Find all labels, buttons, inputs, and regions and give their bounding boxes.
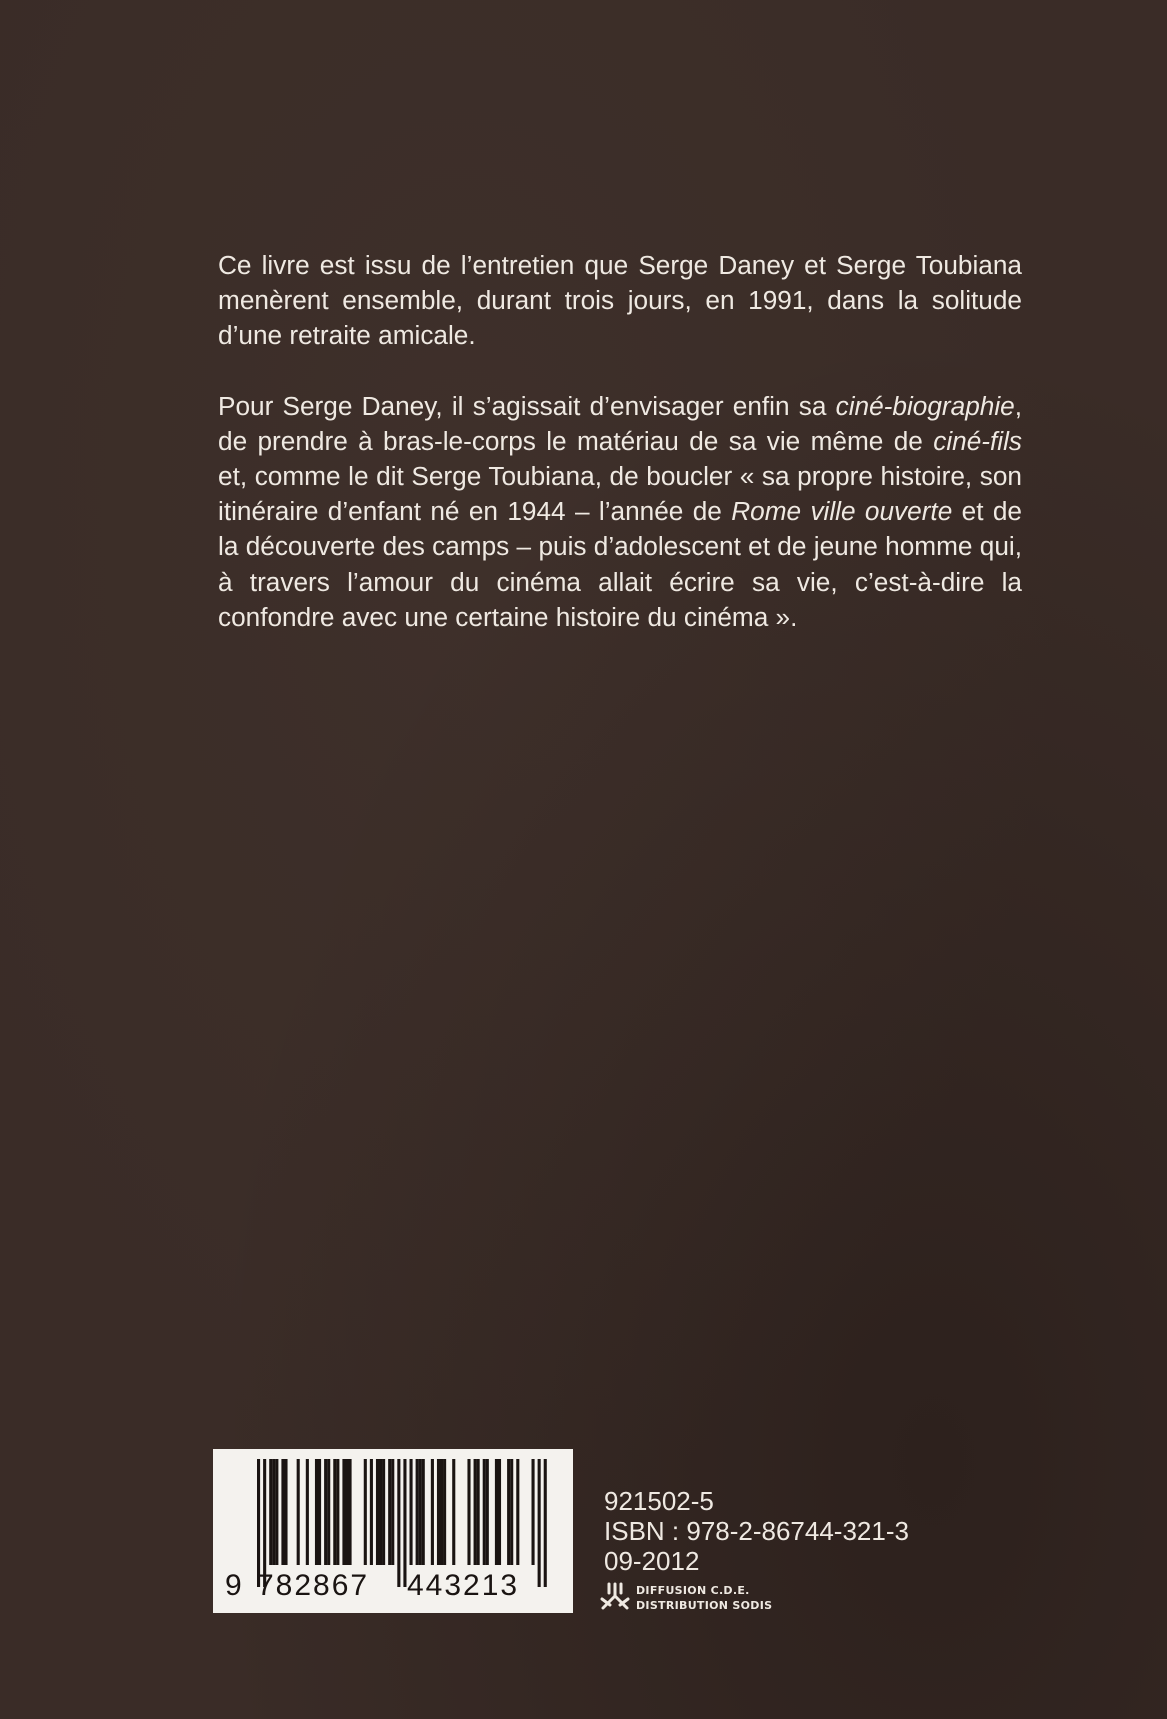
barcode-bar bbox=[345, 1459, 348, 1565]
barcode-bar bbox=[477, 1459, 480, 1565]
blurb-paragraph-2 bbox=[218, 389, 1022, 635]
barcode-bar bbox=[370, 1459, 373, 1565]
barcode-bar bbox=[422, 1459, 425, 1565]
barcode-bar bbox=[474, 1459, 477, 1565]
barcode-digit-group-left: 782867 bbox=[257, 1569, 370, 1602]
barcode-bar bbox=[263, 1459, 266, 1587]
barcode-bar bbox=[275, 1459, 278, 1565]
barcode-digits bbox=[213, 1569, 573, 1605]
barcode-bar bbox=[437, 1459, 440, 1565]
blurb-italic-film-title: Rome ville ouverte bbox=[731, 496, 953, 527]
barcode-bar bbox=[281, 1459, 284, 1565]
barcode-bar bbox=[333, 1459, 336, 1565]
barcode-bar bbox=[269, 1459, 272, 1565]
blurb-text: , de prendre à bras-le-corps le matériau de sa vie même de bbox=[218, 390, 1022, 456]
cde-sodis-logo-icon bbox=[598, 1581, 632, 1613]
barcode-bar bbox=[467, 1459, 470, 1565]
barcode-bar bbox=[443, 1459, 446, 1565]
diffusion-label: DIFFUSION C.D.E. bbox=[636, 1584, 750, 1597]
barcode-bar bbox=[297, 1459, 300, 1565]
barcode-bar bbox=[391, 1459, 394, 1565]
blurb-paragraph-1: Ce livre est issu de l’entretien que Serge Daney et Serge Toubiana menèrent ensemble, durant trois jours, en 1991, dans la solitude d’une retraite amicale. bbox=[218, 250, 1022, 351]
barcode-bar bbox=[272, 1459, 275, 1565]
publication-info bbox=[604, 1486, 909, 1576]
barcode-bar bbox=[379, 1459, 382, 1565]
barcode-bar bbox=[324, 1459, 327, 1565]
blurb-text: et de la découverte des camps – puis d’adolescent et de jeune homme qui, à travers l’amour du cinéma allait écrire sa vie, c’est-à-dire la confondre avec une certaine histoire du cinéma ». bbox=[218, 496, 1022, 632]
barcode-bar bbox=[336, 1459, 339, 1565]
blurb-text: et, comme le dit Serge Toubiana, de boucler « sa propre histoire, son itinéraire d’enfant né en 1944 – l’année de bbox=[218, 461, 1022, 527]
barcode-bar bbox=[419, 1459, 422, 1565]
blurb-italic-title: ciné-fils bbox=[933, 425, 1022, 456]
back-cover-blurb bbox=[218, 248, 1022, 670]
barcode-bar bbox=[440, 1459, 443, 1565]
barcode-bar bbox=[388, 1459, 391, 1565]
barcode-bar bbox=[342, 1459, 345, 1565]
distribution-label: DISTRIBUTION SODIS bbox=[636, 1599, 773, 1612]
barcode-bar bbox=[364, 1459, 367, 1565]
barcode-bar bbox=[516, 1459, 519, 1565]
barcode-bar bbox=[532, 1459, 535, 1565]
barcode-bar bbox=[397, 1459, 400, 1587]
barcode-bar bbox=[257, 1459, 260, 1587]
blurb-italic-title: ciné-biographie bbox=[835, 390, 1015, 421]
barcode-bar bbox=[507, 1459, 510, 1565]
barcode-bar bbox=[410, 1459, 413, 1565]
barcode-bar bbox=[315, 1459, 318, 1565]
barcode-bar bbox=[306, 1459, 309, 1565]
blurb-text: Pour Serge Daney, il s’agissait d’envisager enfin sa bbox=[218, 390, 836, 421]
barcode-bar bbox=[318, 1459, 321, 1565]
publication-date: 09-2012 bbox=[604, 1546, 700, 1576]
barcode-bar bbox=[416, 1459, 419, 1565]
barcode-bar bbox=[483, 1459, 486, 1565]
barcode-bar bbox=[284, 1459, 287, 1565]
barcode-digit-group-right: 443213 bbox=[407, 1569, 520, 1602]
distribution-text bbox=[636, 1583, 772, 1613]
isbn-text: ISBN : 978-2-86744-321-3 bbox=[604, 1516, 909, 1546]
barcode-bar bbox=[431, 1459, 434, 1565]
barcode-bar bbox=[376, 1459, 379, 1565]
barcode-bar bbox=[403, 1459, 406, 1587]
barcode-bar bbox=[498, 1459, 501, 1565]
barcode-bar bbox=[486, 1459, 489, 1565]
barcode-bar bbox=[495, 1459, 498, 1565]
isbn-barcode bbox=[213, 1449, 573, 1613]
barcode-bar bbox=[510, 1459, 513, 1565]
barcode-lead-digit: 9 bbox=[225, 1569, 242, 1602]
barcode-bar bbox=[382, 1459, 385, 1565]
barcode-bar bbox=[538, 1459, 541, 1587]
barcode-bar bbox=[349, 1459, 352, 1565]
barcode-bar bbox=[452, 1459, 455, 1565]
product-code: 921502-5 bbox=[604, 1486, 714, 1516]
barcode-bar bbox=[327, 1459, 330, 1565]
barcode-bar bbox=[544, 1459, 547, 1587]
